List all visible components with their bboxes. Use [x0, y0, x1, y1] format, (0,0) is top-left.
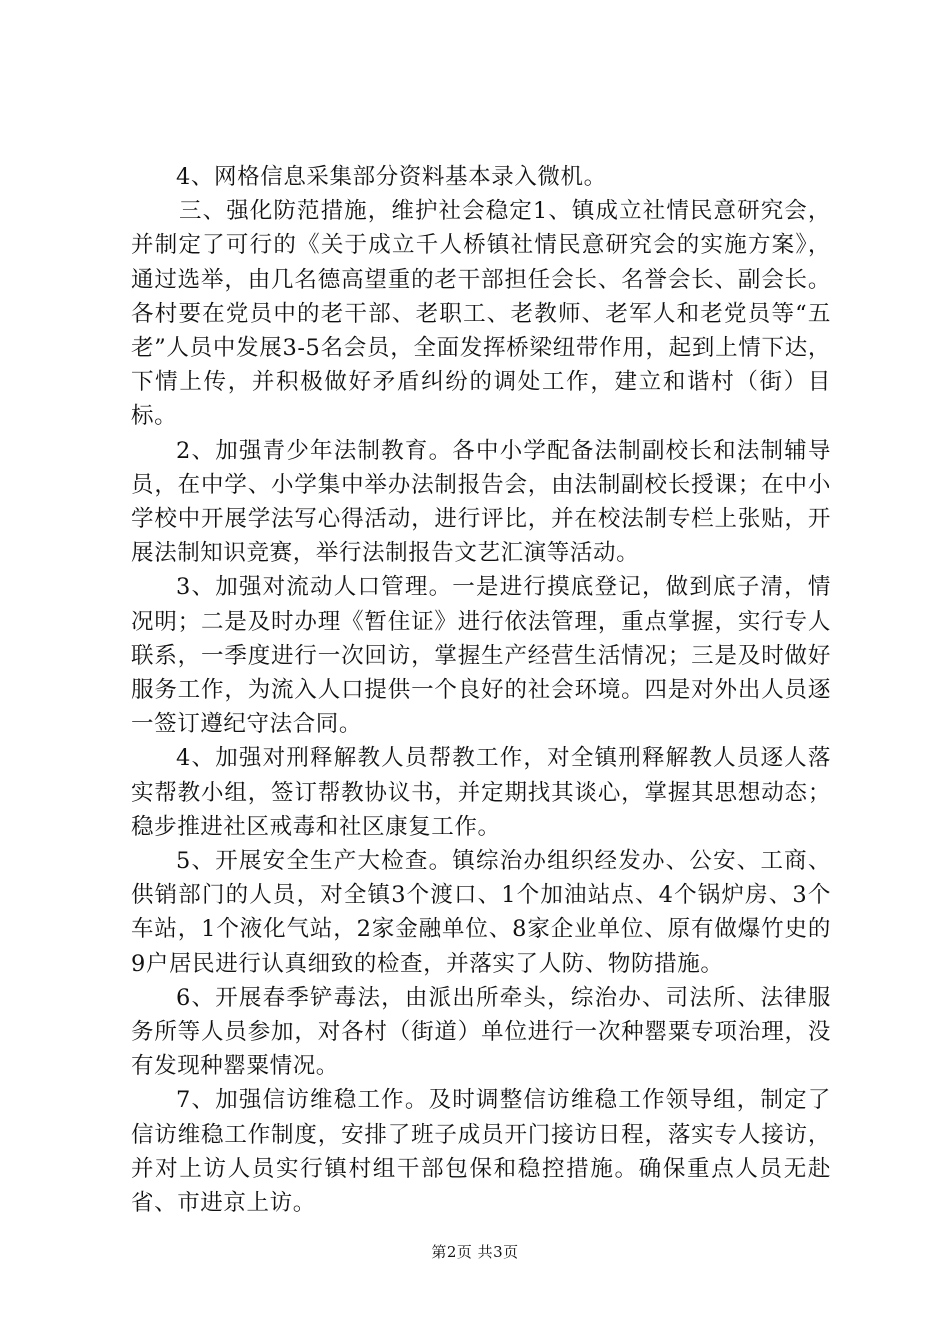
paragraph-item-4-released-persons: 4、加强对刑释解教人员帮教工作，对全镇刑释解教人员逐人落实帮教小组，签订帮教协议书，并定期找其谈心，掌握其思想动态；稳步推进社区戒毒和社区康复工作。 [131, 745, 831, 840]
page-footer: 第2页 共3页 [431, 1243, 519, 1261]
document-body [131, 160, 831, 1220]
paragraph-section-3-prevention: 三、强化防范措施，维护社会稳定1、镇成立社情民意研究会，并制定了可行的《关于成立千人桥镇社情民意研究会的实施方案》，通过选举，由几名德高望重的老干部担任会长、名誉会长、副会长。各村要在党员中的老干部、老职工、老教师、老军人和老党员等“五老”人员中发展3-5名会员，全面发挥桥梁纽带作用，起到上情下达，下情上传，并积极做好矛盾纠纷的调处工作，建立和谐村（街）目标。 [131, 198, 831, 430]
paragraph-item-2-youth-legal-education: 2、加强青少年法制教育。各中小学配备法制副校长和法制辅导员，在中学、小学集中举办法制报告会，由法制副校长授课；在中小学校中开展学法写心得活动，进行评比，并在校法制专栏上张贴，开展法制知识竞赛，举行法制报告文艺汇演等活动。 [131, 437, 831, 567]
paragraph-item-3-floating-population: 3、加强对流动人口管理。一是进行摸底登记，做到底子清，情况明；二是及时办理《暂住证》进行依法管理，重点掌握，实行专人联系，一季度进行一次回访，掌握生产经营生活情况；三是及时做好服务工作，为流入人口提供一个良好的社会环境。四是对外出人员逐一签订遵纪守法合同。 [131, 574, 831, 738]
paragraph-item-5-safety-inspection: 5、开展安全生产大检查。镇综治办组织经发办、公安、工商、供销部门的人员，对全镇3个渡口、1个加油站点、4个锅炉房、3个车站，1个液化气站，2家金融单位、8家企业单位、原有做爆竹史的9户居民进行认真细致的检查，并落实了人防、物防措施。 [131, 848, 831, 977]
paragraph-item-6-anti-drug: 6、开展春季铲毒法，由派出所牵头，综治办、司法所、法律服务所等人员参加，对各村（街道）单位进行一次种罂粟专项治理，没有发现种罂粟情况。 [131, 984, 831, 1080]
paragraph-item-4-grid-info: 4、网格信息采集部分资料基本录入微机。 [176, 164, 607, 190]
paragraph-item-7-petition-stability: 7、加强信访维稳工作。及时调整信访维稳工作领导组，制定了信访维稳工作制度，安排了班子成员开门接访日程，落实专人接访，并对上访人员实行镇村组干部包保和稳控措施。确保重点人员无赴省、市进京上访。 [131, 1087, 831, 1217]
